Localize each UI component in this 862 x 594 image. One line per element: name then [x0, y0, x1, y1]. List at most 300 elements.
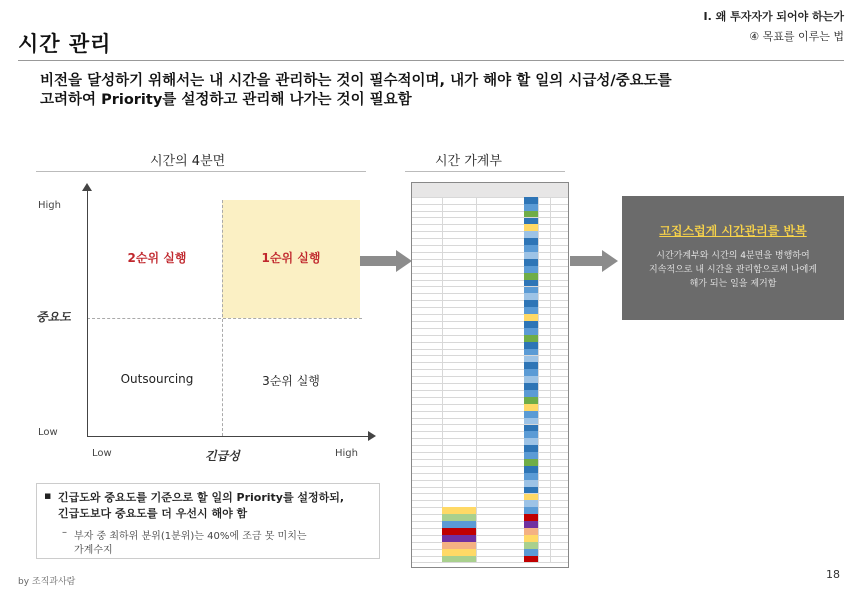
- spreadsheet-cell: [412, 556, 443, 563]
- arrow-right-icon: [570, 250, 618, 272]
- spreadsheet-cell: [442, 252, 477, 259]
- spreadsheet-cell: [412, 480, 443, 487]
- note-sub-line-2: 가계수지: [74, 545, 113, 556]
- spreadsheet-cell: [442, 494, 477, 501]
- spreadsheet-cell: [524, 204, 539, 211]
- spreadsheet-cell: [524, 224, 539, 231]
- spreadsheet-cell: [524, 245, 539, 252]
- spreadsheet-cell: [524, 280, 539, 287]
- spreadsheet-cell: [550, 494, 569, 501]
- spreadsheet-cell: [412, 418, 443, 425]
- spreadsheet-cell: [550, 528, 569, 535]
- spreadsheet-cell: [442, 369, 477, 376]
- spreadsheet-cell: [442, 418, 477, 425]
- spreadsheet-cell: [412, 362, 443, 369]
- spreadsheet-cell: [476, 231, 525, 238]
- time-budget-spreadsheet-image: [411, 182, 569, 568]
- spreadsheet-cell: [476, 321, 525, 328]
- spreadsheet-cell: [412, 300, 443, 307]
- spreadsheet-cell: [550, 266, 569, 273]
- spreadsheet-cell: [412, 459, 443, 466]
- spreadsheet-cell: [524, 328, 539, 335]
- urgency-high-label: High: [335, 448, 358, 459]
- arrow-up-icon: [82, 183, 92, 191]
- spreadsheet-cell: [476, 190, 525, 197]
- spreadsheet-cell: [442, 231, 477, 238]
- spreadsheet-cell: [550, 342, 569, 349]
- spreadsheet-cell: [412, 425, 443, 432]
- budget-title: 시간 가계부: [435, 154, 502, 169]
- spreadsheet-cell: [412, 452, 443, 459]
- spreadsheet-cell: [442, 542, 477, 549]
- spreadsheet-cell: [476, 404, 525, 411]
- spreadsheet-cell: [476, 335, 525, 342]
- spreadsheet-cell: [442, 314, 477, 321]
- spreadsheet-cell: [476, 307, 525, 314]
- spreadsheet-cell: [550, 507, 569, 514]
- spreadsheet-cell: [550, 383, 569, 390]
- spreadsheet-cell: [550, 287, 569, 294]
- callout-text-line-1: 시간가계부와 시간의 4분면을 병행하여: [656, 251, 810, 261]
- spreadsheet-cell: [550, 224, 569, 231]
- spreadsheet-cell: [442, 183, 477, 190]
- spreadsheet-cell: [442, 356, 477, 363]
- spreadsheet-cell: [476, 431, 525, 438]
- arrow-right-icon: [360, 250, 412, 272]
- spreadsheet-cell: [442, 204, 477, 211]
- spreadsheet-cell: [442, 238, 477, 245]
- spreadsheet-cell: [550, 438, 569, 445]
- spreadsheet-cell: [476, 369, 525, 376]
- spreadsheet-cell: [442, 452, 477, 459]
- spreadsheet-cell: [524, 445, 539, 452]
- spreadsheet-cell: [550, 362, 569, 369]
- spreadsheet-cell: [412, 528, 443, 535]
- spreadsheet-cell: [476, 521, 525, 528]
- spreadsheet-cell: [442, 287, 477, 294]
- spreadsheet-cell: [550, 356, 569, 363]
- spreadsheet-cell: [476, 349, 525, 356]
- spreadsheet-cell: [412, 383, 443, 390]
- spreadsheet-cell: [524, 514, 539, 521]
- spreadsheet-cell: [476, 342, 525, 349]
- note-line-2: 긴급도보다 중요도를 더 우선시 해야 함: [58, 507, 248, 520]
- spreadsheet-cell: [476, 438, 525, 445]
- spreadsheet-cell: [442, 514, 477, 521]
- spreadsheet-cell: [550, 411, 569, 418]
- spreadsheet-cell: [550, 280, 569, 287]
- spreadsheet-cell: [412, 466, 443, 473]
- spreadsheet-cell: [412, 231, 443, 238]
- spreadsheet-cell: [476, 411, 525, 418]
- spreadsheet-cell: [476, 549, 525, 556]
- spreadsheet-cell: [550, 321, 569, 328]
- spreadsheet-cell: [412, 500, 443, 507]
- spreadsheet-cell: [524, 528, 539, 535]
- spreadsheet-cell: [550, 549, 569, 556]
- spreadsheet-cell: [412, 190, 443, 197]
- spreadsheet-cell: [442, 307, 477, 314]
- spreadsheet-cell: [412, 356, 443, 363]
- spreadsheet-cell: [524, 362, 539, 369]
- budget-title-divider: [405, 171, 565, 172]
- spreadsheet-cell: [412, 349, 443, 356]
- spreadsheet-cell: [524, 535, 539, 542]
- quadrant-top-right-label: 1순위 실행: [261, 251, 321, 265]
- spreadsheet-cell: [476, 459, 525, 466]
- spreadsheet-cell: [524, 252, 539, 259]
- spreadsheet-cell: [550, 211, 569, 218]
- spreadsheet-cell: [550, 431, 569, 438]
- footer-credit: by 조직과사람: [18, 577, 76, 587]
- spreadsheet-cell: [524, 549, 539, 556]
- quadrant-bottom-right-label: 3순위 실행: [262, 374, 320, 388]
- spreadsheet-cell: [550, 190, 569, 197]
- spreadsheet-cell: [550, 314, 569, 321]
- spreadsheet-cell: [550, 369, 569, 376]
- spreadsheet-cell: [476, 514, 525, 521]
- spreadsheet-cell: [476, 383, 525, 390]
- spreadsheet-cell: [524, 431, 539, 438]
- spreadsheet-cell: [524, 266, 539, 273]
- spreadsheet-cell: [550, 404, 569, 411]
- spreadsheet-cell: [412, 431, 443, 438]
- spreadsheet-cell: [442, 190, 477, 197]
- spreadsheet-cell: [550, 307, 569, 314]
- spreadsheet-cell: [550, 397, 569, 404]
- importance-axis: [87, 190, 88, 436]
- spreadsheet-cell: [524, 321, 539, 328]
- spreadsheet-cell: [476, 252, 525, 259]
- importance-axis-label: 중요도: [36, 310, 71, 324]
- spreadsheet-cell: [476, 390, 525, 397]
- spreadsheet-cell: [476, 356, 525, 363]
- spreadsheet-cell: [550, 514, 569, 521]
- spreadsheet-cell: [476, 535, 525, 542]
- spreadsheet-cell: [442, 507, 477, 514]
- spreadsheet-cell: [476, 445, 525, 452]
- spreadsheet-cell: [524, 556, 539, 563]
- spreadsheet-cell: [412, 218, 443, 225]
- spreadsheet-cell: [550, 487, 569, 494]
- spreadsheet-cell: [412, 211, 443, 218]
- spreadsheet-cell: [524, 342, 539, 349]
- spreadsheet-cell: [550, 452, 569, 459]
- spreadsheet-cell: [412, 321, 443, 328]
- quadrant-title-divider: [36, 171, 366, 172]
- spreadsheet-cell: [412, 252, 443, 259]
- spreadsheet-cell: [442, 280, 477, 287]
- spreadsheet-cell: [476, 211, 525, 218]
- spreadsheet-cell: [550, 459, 569, 466]
- header-divider: [18, 60, 844, 61]
- spreadsheet-cell: [524, 356, 539, 363]
- spreadsheet-cell: [524, 390, 539, 397]
- quadrant-bottom-left-label: Outsourcing: [120, 372, 194, 386]
- spreadsheet-cell: [550, 204, 569, 211]
- sub-bullet-dash: –: [62, 527, 67, 538]
- spreadsheet-cell: [524, 397, 539, 404]
- spreadsheet-cell: [412, 342, 443, 349]
- spreadsheet-cell: [476, 542, 525, 549]
- spreadsheet-cell: [412, 245, 443, 252]
- spreadsheet-cell: [524, 293, 539, 300]
- spreadsheet-cell: [442, 218, 477, 225]
- spreadsheet-cell: [442, 335, 477, 342]
- spreadsheet-cell: [476, 266, 525, 273]
- spreadsheet-cell: [524, 300, 539, 307]
- spreadsheet-cell: [476, 376, 525, 383]
- spreadsheet-cell: [524, 466, 539, 473]
- spreadsheet-cell: [412, 287, 443, 294]
- spreadsheet-cell: [412, 238, 443, 245]
- spreadsheet-cell: [442, 521, 477, 528]
- spreadsheet-cell: [476, 259, 525, 266]
- spreadsheet-cell: [476, 362, 525, 369]
- spreadsheet-cell: [524, 404, 539, 411]
- spreadsheet-cell: [524, 494, 539, 501]
- spreadsheet-cell: [550, 466, 569, 473]
- spreadsheet-cell: [442, 328, 477, 335]
- spreadsheet-cell: [524, 487, 539, 494]
- spreadsheet-cell: [524, 314, 539, 321]
- spreadsheet-cell: [524, 521, 539, 528]
- spreadsheet-cell: [412, 473, 443, 480]
- subsection-label: ④ 목표를 이루는 법: [749, 30, 844, 43]
- spreadsheet-cell: [412, 197, 443, 204]
- spreadsheet-cell: [412, 549, 443, 556]
- spreadsheet-cell: [476, 480, 525, 487]
- spreadsheet-cell: [412, 514, 443, 521]
- spreadsheet-cell: [442, 480, 477, 487]
- spreadsheet-cell: [442, 342, 477, 349]
- spreadsheet-cell: [524, 452, 539, 459]
- spreadsheet-cell: [524, 473, 539, 480]
- spreadsheet-cell: [442, 487, 477, 494]
- spreadsheet-cell: [412, 397, 443, 404]
- spreadsheet-cell: [550, 231, 569, 238]
- spreadsheet-cell: [476, 487, 525, 494]
- spreadsheet-cell: [524, 231, 539, 238]
- spreadsheet-cell: [412, 411, 443, 418]
- spreadsheet-cell: [412, 535, 443, 542]
- spreadsheet-cell: [442, 266, 477, 273]
- spreadsheet-cell: [476, 418, 525, 425]
- spreadsheet-cell: [442, 321, 477, 328]
- spreadsheet-cell: [412, 445, 443, 452]
- spreadsheet-cell: [524, 542, 539, 549]
- spreadsheet-cell: [524, 190, 539, 197]
- spreadsheet-cell: [550, 425, 569, 432]
- spreadsheet-cell: [524, 183, 539, 190]
- spreadsheet-cell: [524, 438, 539, 445]
- spreadsheet-cell: [476, 556, 525, 563]
- spreadsheet-cell: [550, 535, 569, 542]
- spreadsheet-cell: [524, 480, 539, 487]
- spreadsheet-cell: [412, 542, 443, 549]
- spreadsheet-cell: [476, 328, 525, 335]
- spreadsheet-cell: [524, 218, 539, 225]
- spreadsheet-cell: [476, 397, 525, 404]
- spreadsheet-cell: [412, 335, 443, 342]
- spreadsheet-cell: [412, 266, 443, 273]
- importance-low-label: Low: [38, 427, 58, 438]
- spreadsheet-cell: [524, 307, 539, 314]
- spreadsheet-cell: [442, 245, 477, 252]
- spreadsheet-cell: [550, 273, 569, 280]
- importance-high-label: High: [38, 200, 61, 211]
- spreadsheet-cell: [550, 521, 569, 528]
- lead-text-line-2: 고려하여 Priority를 설정하고 관리해 나가는 것이 필요함: [40, 92, 412, 108]
- spreadsheet-cell: [550, 500, 569, 507]
- spreadsheet-cell: [442, 473, 477, 480]
- spreadsheet-cell: [442, 445, 477, 452]
- spreadsheet-cell: [412, 273, 443, 280]
- spreadsheet-cell: [412, 293, 443, 300]
- spreadsheet-cell: [476, 224, 525, 231]
- spreadsheet-cell: [476, 494, 525, 501]
- spreadsheet-cell: [550, 252, 569, 259]
- spreadsheet-cell: [524, 335, 539, 342]
- spreadsheet-cell: [412, 390, 443, 397]
- spreadsheet-cell: [442, 273, 477, 280]
- spreadsheet-cell: [550, 197, 569, 204]
- spreadsheet-cell: [442, 383, 477, 390]
- spreadsheet-cell: [550, 218, 569, 225]
- callout-title: 고집스럽게 시간관리를 반복: [659, 224, 807, 238]
- quadrant-title: 시간의 4분면: [150, 154, 226, 169]
- spreadsheet-cell: [412, 204, 443, 211]
- callout-text-line-3: 해가 되는 일을 제거함: [689, 279, 777, 289]
- spreadsheet-cell: [524, 349, 539, 356]
- spreadsheet-cell: [524, 376, 539, 383]
- urgency-axis-label: 긴급성: [205, 449, 240, 463]
- spreadsheet-cell: [550, 542, 569, 549]
- spreadsheet-cell: [524, 500, 539, 507]
- spreadsheet-cell: [476, 473, 525, 480]
- spreadsheet-cell: [550, 238, 569, 245]
- spreadsheet-cell: [442, 459, 477, 466]
- spreadsheet-cell: [442, 197, 477, 204]
- spreadsheet-cell: [524, 259, 539, 266]
- spreadsheet-cell: [550, 300, 569, 307]
- lead-text-line-1: 비전을 달성하기 위해서는 내 시간을 관리하는 것이 필수적이며, 내가 해야 할 일의 시급성/중요도를: [40, 73, 672, 89]
- spreadsheet-cell: [412, 224, 443, 231]
- spreadsheet-cell: [412, 328, 443, 335]
- spreadsheet-cell: [476, 238, 525, 245]
- spreadsheet-cell: [550, 390, 569, 397]
- spreadsheet-cell: [442, 390, 477, 397]
- spreadsheet-cell: [524, 287, 539, 294]
- spreadsheet-cell: [476, 183, 525, 190]
- spreadsheet-cell: [524, 273, 539, 280]
- spreadsheet-cell: [442, 549, 477, 556]
- section-label: I. 왜 투자자가 되어야 하는가: [703, 10, 844, 23]
- spreadsheet-cell: [476, 425, 525, 432]
- spreadsheet-cell: [412, 280, 443, 287]
- spreadsheet-cell: [412, 369, 443, 376]
- spreadsheet-cell: [524, 418, 539, 425]
- spreadsheet-cell: [524, 238, 539, 245]
- spreadsheet-cell: [524, 459, 539, 466]
- spreadsheet-cell: [442, 300, 477, 307]
- spreadsheet-cell: [442, 293, 477, 300]
- spreadsheet-cell: [442, 349, 477, 356]
- spreadsheet-cell: [442, 466, 477, 473]
- spreadsheet-cell: [476, 452, 525, 459]
- callout-text-line-2: 지속적으로 내 시간을 관리함으로써 나에게: [649, 265, 817, 275]
- spreadsheet-cell: [476, 273, 525, 280]
- spreadsheet-cell: [550, 335, 569, 342]
- quadrant-horizontal-divider: [87, 318, 362, 319]
- note-line-1: 긴급도와 중요도를 기준으로 할 일의 Priority를 설정하되,: [58, 491, 345, 504]
- spreadsheet-cell: [550, 556, 569, 563]
- spreadsheet-cell: [524, 411, 539, 418]
- spreadsheet-cell: [476, 293, 525, 300]
- urgency-low-label: Low: [92, 448, 112, 459]
- spreadsheet-cell: [442, 425, 477, 432]
- spreadsheet-cell: [476, 287, 525, 294]
- spreadsheet-cell: [550, 328, 569, 335]
- arrow-right-icon: [368, 431, 376, 441]
- spreadsheet-cell: [442, 211, 477, 218]
- spreadsheet-cell: [442, 528, 477, 535]
- spreadsheet-cell: [550, 473, 569, 480]
- spreadsheet-cell: [476, 204, 525, 211]
- spreadsheet-cell: [524, 197, 539, 204]
- spreadsheet-cell: [524, 507, 539, 514]
- spreadsheet-cell: [476, 300, 525, 307]
- spreadsheet-cell: [550, 418, 569, 425]
- spreadsheet-cell: [524, 369, 539, 376]
- spreadsheet-cell: [550, 183, 569, 190]
- spreadsheet-cell: [412, 314, 443, 321]
- spreadsheet-cell: [476, 466, 525, 473]
- page-number: 18: [826, 568, 840, 581]
- spreadsheet-cell: [412, 183, 443, 190]
- spreadsheet-cell: [442, 259, 477, 266]
- spreadsheet-cell: [550, 293, 569, 300]
- spreadsheet-row: [412, 556, 568, 564]
- urgency-axis: [87, 436, 369, 437]
- spreadsheet-cell: [550, 349, 569, 356]
- spreadsheet-cell: [442, 431, 477, 438]
- spreadsheet-cell: [550, 445, 569, 452]
- note-sub-line-1: 부자 중 최하위 분위(1분위)는 40%에 조금 못 미치는: [74, 531, 307, 542]
- spreadsheet-cell: [476, 280, 525, 287]
- spreadsheet-cell: [550, 376, 569, 383]
- spreadsheet-cell: [442, 362, 477, 369]
- spreadsheet-cell: [524, 383, 539, 390]
- spreadsheet-cell: [476, 218, 525, 225]
- spreadsheet-cell: [412, 376, 443, 383]
- spreadsheet-cell: [442, 438, 477, 445]
- spreadsheet-cell: [412, 521, 443, 528]
- spreadsheet-cell: [412, 494, 443, 501]
- spreadsheet-cell: [476, 197, 525, 204]
- spreadsheet-cell: [442, 500, 477, 507]
- spreadsheet-cell: [524, 211, 539, 218]
- spreadsheet-cell: [442, 535, 477, 542]
- spreadsheet-cell: [412, 507, 443, 514]
- spreadsheet-cell: [442, 411, 477, 418]
- spreadsheet-cell: [412, 259, 443, 266]
- spreadsheet-cell: [524, 425, 539, 432]
- spreadsheet-cell: [476, 528, 525, 535]
- spreadsheet-cell: [442, 404, 477, 411]
- bullet-icon: ▪: [44, 489, 52, 502]
- spreadsheet-cell: [550, 480, 569, 487]
